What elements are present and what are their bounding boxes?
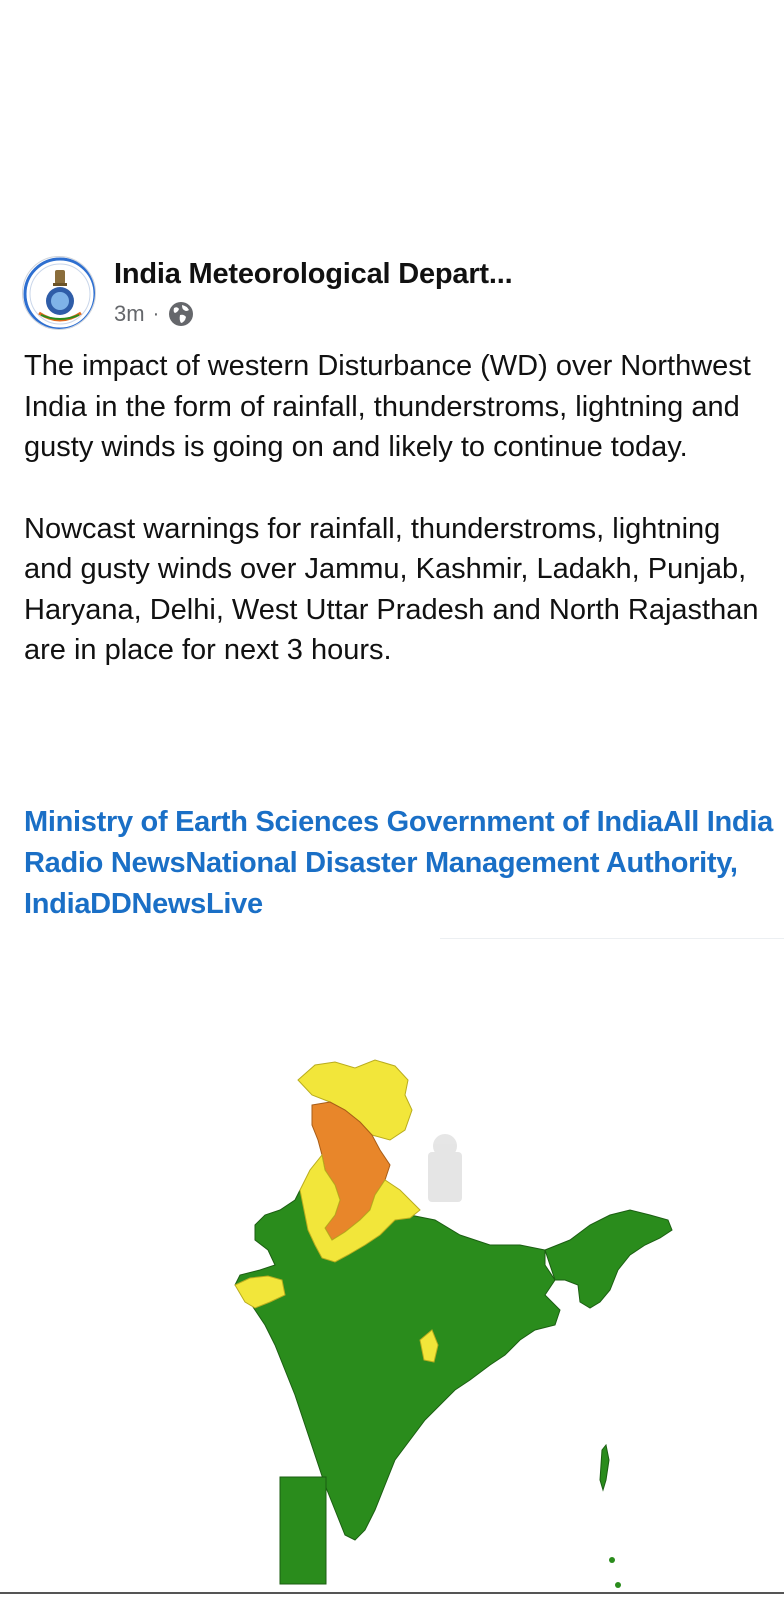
map-region-green-northeast	[545, 1210, 672, 1308]
tag-link[interactable]: Ministry of Earth Sciences Government of India	[24, 806, 663, 838]
tag-link[interactable]: National Disaster Management Authority, India	[24, 847, 738, 920]
post-header	[22, 256, 762, 336]
india-warning-map	[0, 1040, 784, 1600]
meta-separator: ·	[152, 302, 160, 325]
page-name[interactable]: India Meteorological Depart...	[114, 258, 513, 290]
tag-link[interactable]: DDNewsLive	[90, 888, 263, 920]
tag-link[interactable]: All India Radio News	[24, 806, 773, 879]
warning-map-image[interactable]	[0, 1040, 784, 1600]
imd-logo-icon	[23, 257, 96, 330]
emblem-watermark	[428, 1134, 462, 1202]
post-paragraph-2: Nowcast warnings for rainfall, thunderstroms, lightning and gusty winds over Jammu, Kashmir, Ladakh, Punjab, Haryana, Delhi, West Uttar Pradesh and North Rajasthan are in place for next 3 hours.	[24, 512, 759, 666]
post-meta	[114, 300, 195, 328]
map-islands	[600, 1445, 609, 1490]
map-inset-box	[280, 1477, 326, 1584]
post-tags	[24, 802, 774, 925]
globe-icon[interactable]	[167, 300, 195, 328]
bottom-divider	[0, 1592, 784, 1594]
post-body	[24, 346, 764, 671]
divider	[440, 938, 784, 939]
post-paragraph-1: The impact of western Disturbance (WD) over Northwest India in the form of rainfall, thunderstroms, lightning and gusty winds is going on and likely to continue today.	[24, 350, 751, 463]
post-time[interactable]: 3m	[114, 301, 145, 326]
page-avatar[interactable]	[22, 256, 96, 330]
